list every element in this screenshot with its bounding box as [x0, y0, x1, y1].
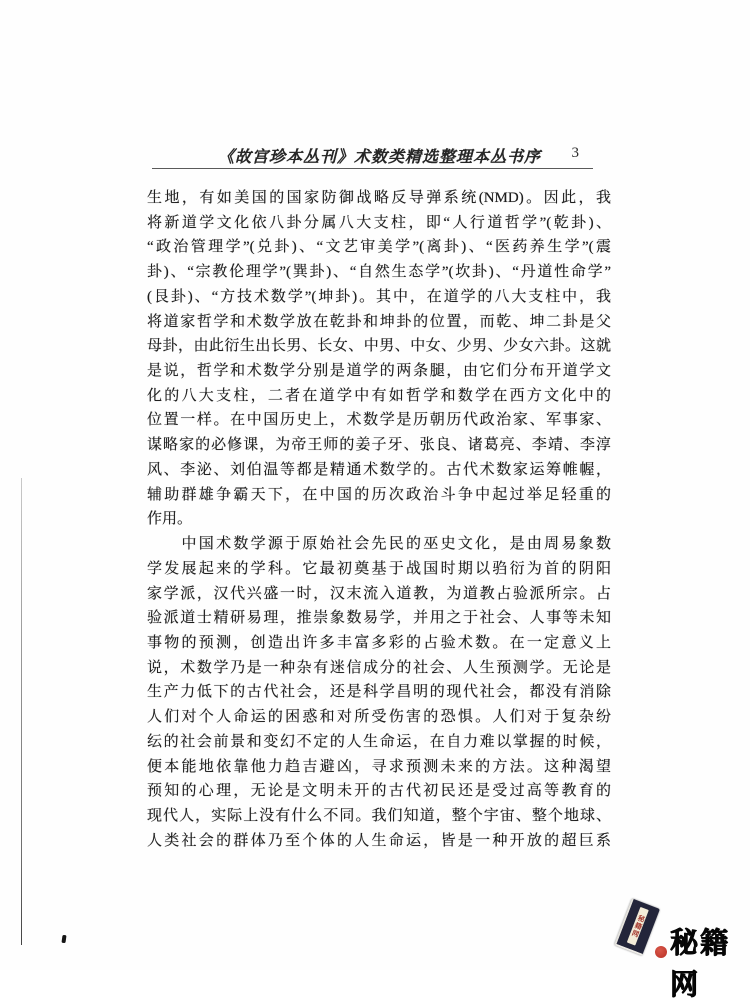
text-line: 母卦，由此衍生出长男、长女、中男、中女、少男、少女六卦。这就 [147, 338, 611, 355]
text-line: 说，术数学乃是一种杂有迷信成分的社会、人生预测学。无论是 [147, 659, 611, 676]
mijiwang-watermark [616, 898, 748, 1002]
book-label [627, 907, 649, 946]
text-line: 位置一样。在中国历史上，术数学是历朝历代政治家、军事家、 [147, 412, 611, 429]
text-line: 化的八大支柱，二者在道学中有如哲学和数学在西方文化中的 [147, 387, 611, 404]
text-line: (艮卦)、“方技术数学”(坤卦)。其中，在道学的八大支柱中，我 [147, 288, 611, 305]
watermark-text: 秘籍网 [670, 927, 731, 1002]
text-line: 纭的社会前景和变幻不定的人生命运，在自力难以掌握的时候， [147, 733, 611, 750]
text-line: 生地，有如美国的国家防御战略反导弹系统(NMD)。因此，我 [147, 190, 611, 206]
text-line: 生产力低下的古代社会，还是科学昌明的现代社会，都没有消除 [147, 684, 611, 701]
text-line: 预知的心理，无论是文明未开的古代初民还是受过高等教育的 [147, 783, 611, 800]
text-line: 是说，哲学和术数学分别是道学的两条腿，由它们分布开道学文 [147, 363, 611, 380]
text-line: 验派道士精研易理，推崇象数易学，并用之于社会、人事等未知 [147, 610, 611, 627]
text-line: 中国术数学源于原始社会先民的巫史文化，是由周易象数 [147, 536, 611, 553]
text-line: 人们对个人命运的困惑和对所受伤害的恐惧。人们对于复杂纷 [147, 709, 611, 726]
running-title: 《故宫珍本丛刊》术数类精选整理本丛书序 [217, 149, 541, 166]
text-line: 学发展起来的学科。它最初奠基于战国时期以驺衍为首的阴阳 [147, 560, 611, 577]
text-line: 风、李泌、刘伯温等都是精通术数学的。古代术数家运筹帷幄， [147, 461, 611, 478]
scan-artifact-line [21, 478, 22, 945]
text-line: 便本能地依靠他力趋吉避凶，寻求预测未来的方法。这种渴望 [147, 758, 611, 775]
text-line: 现代人，实际上没有什么不同。我们知道，整个宇宙、整个地球、 [147, 807, 611, 824]
page-number: 3 [571, 145, 579, 161]
book-label-text: 秘籍网 [630, 913, 647, 940]
red-seal-icon [655, 946, 667, 958]
book-logo-icon [614, 898, 660, 955]
text-line: 将道家哲学和术数学放在乾卦和坤卦的位置，而乾、坤二卦是父 [147, 313, 611, 330]
body-text [147, 186, 611, 853]
text-line: “政治管理学”(兑卦)、“文艺审美学”(离卦)、“医药养生学”(震 [147, 239, 611, 256]
text-line: 作用。 [147, 511, 193, 528]
text-line: 卦)、“宗教伦理学”(巽卦)、“自然生态学”(坎卦)、“丹道性命学” [147, 264, 611, 281]
text-line: 将新道学文化依八卦分属八大支柱，即“人行道哲学”(乾卦)、 [147, 214, 611, 231]
page-header [152, 142, 593, 169]
text-line: 人类社会的群体乃至个体的人生命运，皆是一种开放的超巨系 [147, 832, 611, 849]
text-line: 事物的预测，创造出许多丰富多彩的占验术数。在一定意义上 [147, 634, 611, 651]
scan-artifact-speck [61, 935, 66, 943]
text-line: 家学派，汉代兴盛一时，汉末流入道教，为道教占验派所宗。占 [147, 585, 611, 602]
text-line: 谋略家的必修课，为帝王师的姜子牙、张良、诸葛亮、李靖、李淳 [147, 437, 611, 454]
text-line: 辅助群雄争霸天下，在中国的历次政治斗争中起过举足轻重的 [147, 486, 611, 503]
